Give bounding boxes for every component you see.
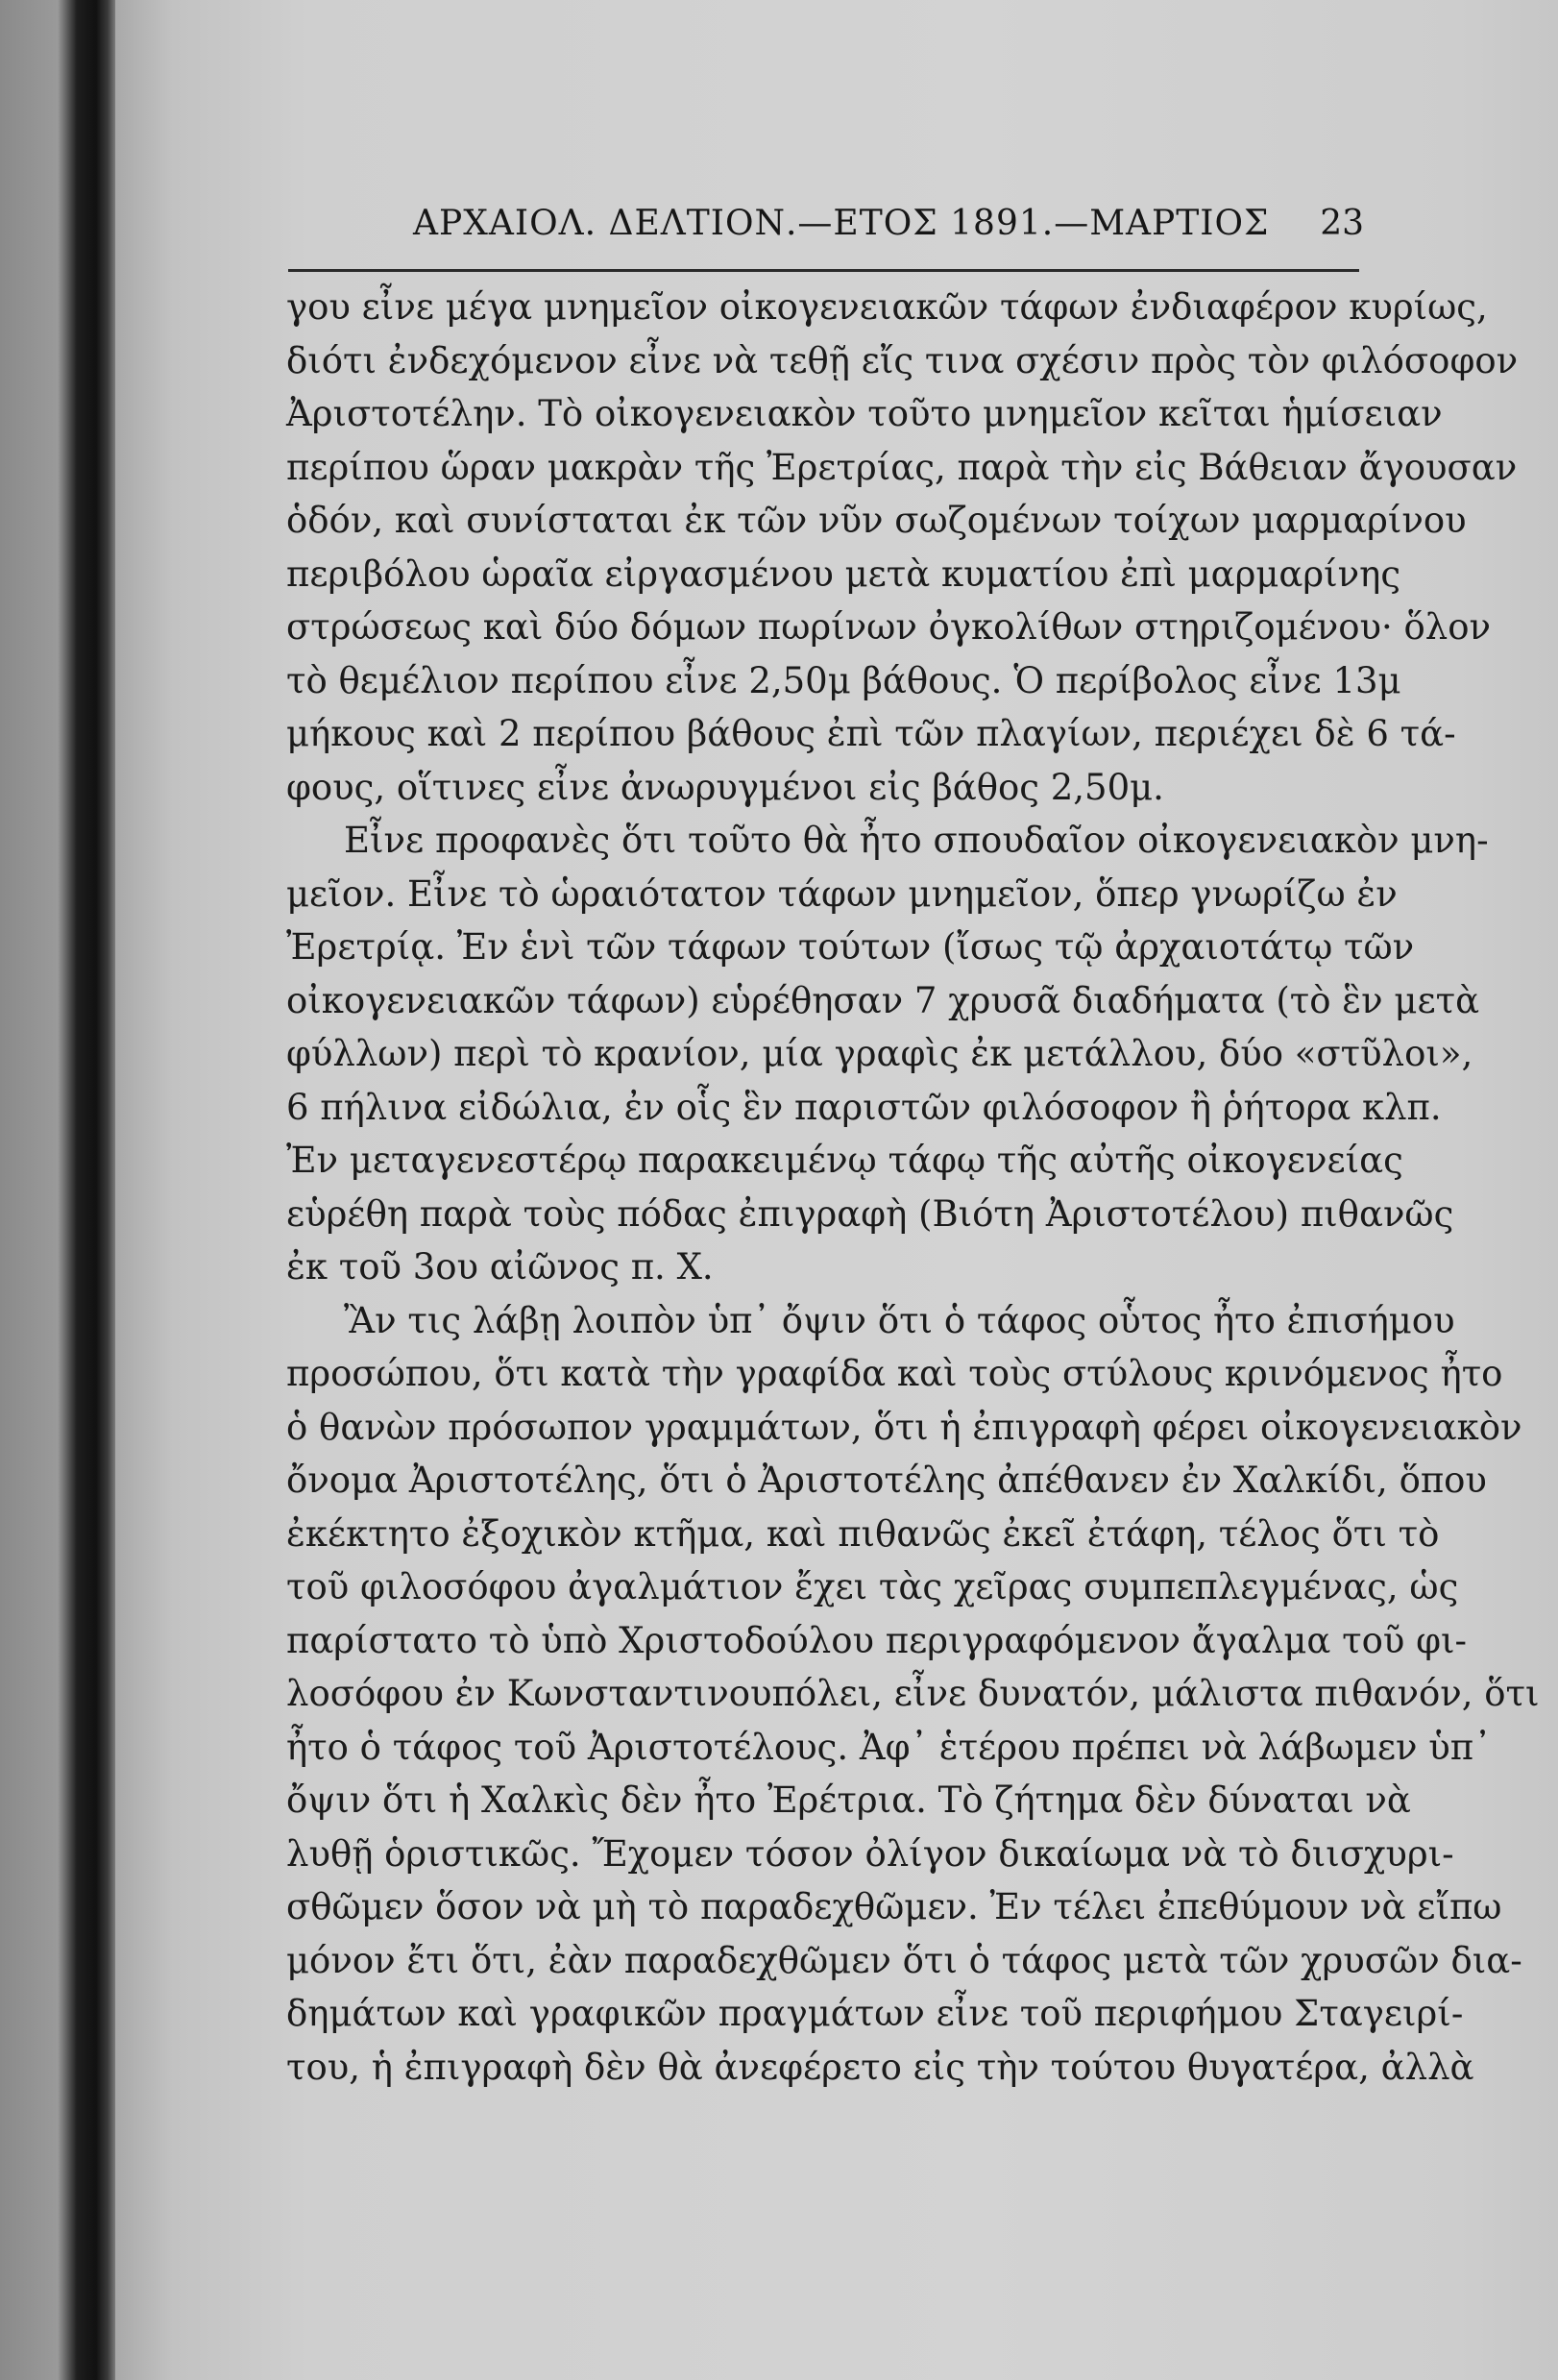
text-line: ἐκέκτητο ἐξοχικὸν κτῆμα, καὶ πιθανῶς ἐκεῖ ἐτάφη, τέλος ὅτι τὸ <box>286 1512 1440 1555</box>
text-line: σθῶμεν ὅσον νὰ μὴ τὸ παραδεχθῶμεν. Ἐν τέλει ἐπεθύμουν νὰ εἴπω <box>286 1886 1502 1927</box>
header-rule <box>288 269 1359 272</box>
text-line: Ἐρετρίᾳ. Ἐν ἑνὶ τῶν τάφων τούτων (ἴσως τῷ ἀρχαιοτάτῳ τῶν <box>286 926 1415 968</box>
text-line: Ἐν μεταγενεστέρῳ παρακειμένῳ τάφῳ τῆς αὐτῆς οἰκογενείας <box>286 1140 1403 1181</box>
text-line: Ἂν τις λάβῃ λοιπὸν ὑπ᾽ ὄψιν ὅτι ὁ τάφος οὗτος ἦτο ἐπισήμου <box>344 1299 1455 1341</box>
text-line: περιβόλου ὡραῖα εἰργασμένου μετὰ κυματίου ἐπὶ μαρμαρίνης <box>286 552 1401 595</box>
text-line: λυθῇ ὁριστικῶς. Ἔχομεν τόσον ὀλίγον δικαίωμα νὰ τὸ διισχυρι- <box>286 1832 1454 1875</box>
text-line: του, ἡ ἐπιγραφὴ δὲν θὰ ἀνεφέρετο εἰς τὴν τούτου θυγατέρα, ἀλλὰ <box>286 2046 1474 2088</box>
text-line: φύλλων) περὶ τὸ κρανίον, μία γραφὶς ἐκ μετάλλου, δύο «στῦλοι», <box>286 1033 1473 1074</box>
text-line: τὸ θεμέλιον περίπου εἶνε 2,50μ βάθους. Ὁ περίβολος εἶνε 13μ <box>286 659 1401 701</box>
book-gutter <box>0 0 115 2380</box>
text-line: ὄνομα Ἀριστοτέλης, ὅτι ὁ Ἀριστοτέλης ἀπέθανεν ἐν Χαλκίδι, ὅπου <box>286 1460 1487 1501</box>
text-line: Εἶνε προφανὲς ὅτι τοῦτο θὰ ἦτο σπουδαῖον οἰκογενειακὸν μνη- <box>344 820 1489 861</box>
text-line: μόνον ἔτι ὅτι, ἐὰν παραδεχθῶμεν ὅτι ὁ τάφος μετὰ τῶν χρυσῶν δια- <box>286 1939 1522 1981</box>
text-line: 6 πήλινα εἰδώλια, ἐν οἷς ἓν παριστῶν φιλόσοφον ἢ ῥήτορα κλπ. <box>286 1086 1442 1128</box>
text-line: μεῖον. Εἶνε τὸ ὡραιότατον τάφων μνημεῖον, ὅπερ γνωρίζω ἐν <box>286 872 1398 915</box>
text-line: στρώσεως καὶ δύο δόμων πωρίνων ὀγκολίθων στηριζομένου· ὅλον <box>286 606 1492 648</box>
text-line: ἦτο ὁ τάφος τοῦ Ἀριστοτέλους. Ἀφ᾽ ἑτέρου πρέπει νὰ λάβωμεν ὑπ᾽ <box>286 1726 1492 1768</box>
text-line: γου εἶνε μέγα μνημεῖον οἰκογενειακῶν τάφων ἐνδιαφέρον κυρίως, <box>286 286 1488 328</box>
text-line: ὁδόν, καὶ συνίσταται ἐκ τῶν νῦν σωζομένων τοίχων μαρμαρίνου <box>286 500 1467 541</box>
text-line: διότι ἐνδεχόμενον εἶνε νὰ τεθῇ εἴς τινα σχέσιν πρὸς τὸν φιλόσοφον <box>286 339 1519 381</box>
text-line: ἐκ τοῦ 3ου αἰῶνος π. Χ. <box>286 1246 714 1288</box>
text-line: Ἀριστοτέλην. Τὸ οἰκογενειακὸν τοῦτο μνημεῖον κεῖται ἡμίσειαν <box>286 393 1443 434</box>
text-line: ὄψιν ὅτι ἡ Χαλκὶς δὲν ἦτο Ἐρέτρια. Τὸ ζήτημα δὲν δύναται νὰ <box>286 1779 1411 1821</box>
text-line: παρίστατο τὸ ὑπὸ Χριστοδούλου περιγραφόμενον ἄγαλμα τοῦ φι- <box>286 1619 1468 1661</box>
text-line: εὑρέθη παρὰ τοὺς πόδας ἐπιγραφὴ (Βιότη Ἀριστοτέλου) πιθανῶς <box>286 1192 1454 1235</box>
text-line: δημάτων καὶ γραφικῶν πραγμάτων εἶνε τοῦ περιφήμου Σταγειρί- <box>286 1993 1464 2034</box>
text-line: οἰκογενειακῶν τάφων) εὑρέθησαν 7 χρυσᾶ διαδήματα (τὸ ἓν μετὰ <box>286 979 1480 1021</box>
text-line: προσώπου, ὅτι κατὰ τὴν γραφίδα καὶ τοὺς στύλους κρινόμενος ἦτο <box>286 1353 1503 1394</box>
text-line: περίπου ὥραν μακρὰν τῆς Ἐρετρίας, παρὰ τὴν εἰς Βάθειαν ἄγουσαν <box>286 446 1518 488</box>
text-line: μήκους καὶ 2 περίπου βάθους ἐπὶ τῶν πλαγίων, περιέχει δὲ 6 τά- <box>286 713 1456 754</box>
running-title: ΑΡΧΑΙΟΛ. ΔΕΛΤΙΟΝ.—ΕΤΟΣ 1891.—ΜΑΡΤΙΟΣ <box>413 204 1270 243</box>
running-head <box>298 204 1364 261</box>
text-line: λοσόφου ἐν Κωνσταντινουπόλει, εἶνε δυνατόν, μάλιστα πιθανόν, ὅτι <box>286 1673 1540 1714</box>
page-number: 23 <box>1320 204 1364 243</box>
body-text <box>286 281 1540 2094</box>
text-line: ὁ θανὼν πρόσωπον γραμμάτων, ὅτι ἡ ἐπιγραφὴ φέρει οἰκογενειακὸν <box>286 1406 1522 1448</box>
text-line: τοῦ φιλοσόφου ἀγαλμάτιον ἔχει τὰς χεῖρας συμπεπλεγμένας, ὡς <box>286 1566 1459 1607</box>
text-line: φους, οἵτινες εἶνε ἀνωρυγμένοι εἰς βάθος 2,50μ. <box>286 766 1164 808</box>
